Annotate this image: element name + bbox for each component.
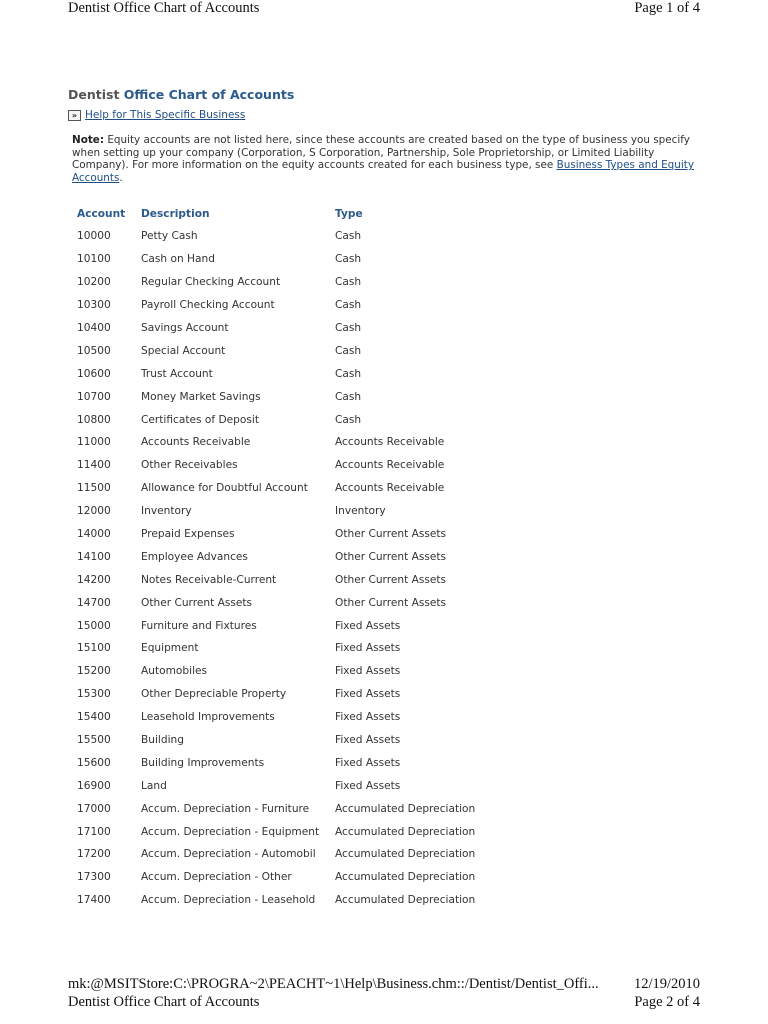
table-row <box>72 248 540 271</box>
account-cell: 15300 <box>77 688 111 701</box>
page-title <box>68 87 294 102</box>
type-cell: Accumulated Depreciation <box>335 871 476 884</box>
description-cell: Other Depreciable Property <box>141 688 287 701</box>
description-cell: Accum. Depreciation - Automobil <box>141 848 316 861</box>
account-cell: 10700 <box>77 390 111 403</box>
type-cell: Fixed Assets <box>335 711 401 724</box>
type-cell: Fixed Assets <box>335 665 401 678</box>
description-cell: Building Improvements <box>141 756 265 769</box>
account-cell: 17100 <box>77 825 111 838</box>
note-end: . <box>119 171 123 184</box>
print-footer-path: mk:@MSITStore:C:\PROGRA~2\PEACHT~1\Help\Business.chm::/Dentist/Dentist_Offi... <box>68 976 599 992</box>
table-row <box>72 637 540 660</box>
table-row <box>72 339 540 362</box>
type-cell: Cash <box>335 390 362 403</box>
print-footer-title: Dentist Office Chart of Accounts <box>68 994 260 1010</box>
table-row <box>72 408 540 431</box>
account-cell: 14700 <box>77 596 111 609</box>
type-cell: Accumulated Depreciation <box>335 802 476 815</box>
type-cell: Cash <box>335 230 362 243</box>
description-cell: Land <box>141 779 167 792</box>
table-row <box>72 545 540 568</box>
type-cell: Fixed Assets <box>335 619 401 632</box>
print-footer-page-number: Page 2 of 4 <box>634 994 700 1010</box>
account-cell: 17000 <box>77 802 111 815</box>
equity-note <box>72 134 702 184</box>
print-footer-date: 12/19/2010 <box>633 976 700 992</box>
table-row <box>72 660 540 683</box>
type-cell: Inventory <box>335 505 386 518</box>
print-header-title: Dentist Office Chart of Accounts <box>68 0 260 16</box>
account-cell: 14100 <box>77 550 111 563</box>
description-cell: Building <box>141 734 184 747</box>
business-types-link[interactable]: Business Types and Equity Accounts <box>72 159 694 184</box>
account-cell: 14000 <box>77 528 111 541</box>
table-row <box>72 774 540 797</box>
account-cell: 15400 <box>77 711 111 724</box>
description-cell: Savings Account <box>141 322 229 334</box>
type-cell: Fixed Assets <box>335 779 401 792</box>
account-cell: 15100 <box>77 642 111 655</box>
account-cell: 11500 <box>77 482 111 495</box>
description-cell: Accum. Depreciation - Leasehold <box>141 894 316 907</box>
note-text: Equity accounts are not listed here, since these accounts are created based on the type of business you specify when setting up your company (Corporation, S Corporation, Partnership, Sole Proprietorship, or Limited Liability Company). For more information on the equity accounts created for each business type, see <box>72 134 690 172</box>
type-cell: Accumulated Depreciation <box>335 894 476 907</box>
description-cell: Leasehold Improvements <box>141 711 275 724</box>
table-row <box>72 729 540 752</box>
table-row <box>72 317 540 340</box>
table-row <box>72 454 540 477</box>
type-cell: Other Current Assets <box>335 528 447 541</box>
description-cell: Inventory <box>141 505 192 518</box>
type-cell: Cash <box>335 367 362 380</box>
help-for-business-link[interactable]: Help for This Specific Business <box>85 109 246 121</box>
account-cell: 10300 <box>77 299 111 312</box>
account-cell: 17300 <box>77 871 111 884</box>
table-row <box>72 706 540 729</box>
column-header-account: Account <box>77 208 126 220</box>
account-cell: 17200 <box>77 848 111 861</box>
column-header-type: Type <box>335 208 363 220</box>
account-cell: 11400 <box>77 459 111 472</box>
table-row <box>72 225 540 248</box>
table-header-row <box>72 203 540 225</box>
account-cell: 14200 <box>77 573 111 586</box>
table-row <box>72 820 540 843</box>
type-cell: Cash <box>335 322 362 334</box>
account-cell: 15200 <box>77 665 111 678</box>
type-cell: Fixed Assets <box>335 688 401 701</box>
type-cell: Other Current Assets <box>335 573 447 586</box>
table-row <box>72 843 540 866</box>
account-cell: 10600 <box>77 367 111 380</box>
description-cell: Certificates of Deposit <box>141 413 259 426</box>
account-cell: 15000 <box>77 619 111 632</box>
type-cell: Other Current Assets <box>335 550 447 563</box>
account-cell: 17400 <box>77 894 111 907</box>
description-cell: Prepaid Expenses <box>141 528 235 541</box>
table-row <box>72 362 540 385</box>
description-cell: Regular Checking Account <box>141 276 281 289</box>
description-cell: Furniture and Fixtures <box>141 619 257 632</box>
table-row <box>72 477 540 500</box>
table-row <box>72 866 540 889</box>
type-cell: Cash <box>335 253 362 266</box>
print-header-page-number: Page 1 of 4 <box>634 0 700 16</box>
type-cell: Fixed Assets <box>335 734 401 747</box>
account-cell: 10400 <box>77 322 111 334</box>
account-cell: 10000 <box>77 230 111 243</box>
table-row <box>72 385 540 408</box>
table-row <box>72 797 540 820</box>
table-row <box>72 500 540 523</box>
account-cell: 15500 <box>77 734 111 747</box>
description-cell: Special Account <box>141 344 226 357</box>
description-cell: Notes Receivable-Current <box>141 573 277 586</box>
account-cell: 11000 <box>77 436 111 449</box>
account-cell: 10500 <box>77 344 111 357</box>
description-cell: Trust Account <box>141 367 213 380</box>
description-cell: Accounts Receivable <box>141 436 251 449</box>
double-arrow-icon: » <box>68 110 81 121</box>
table-row <box>72 568 540 591</box>
type-cell: Fixed Assets <box>335 756 401 769</box>
type-cell: Accounts Receivable <box>335 482 445 495</box>
account-cell: 15600 <box>77 756 111 769</box>
help-link-row[interactable] <box>68 109 245 121</box>
description-cell: Petty Cash <box>141 230 198 243</box>
type-cell: Accounts Receivable <box>335 459 445 472</box>
description-cell: Accum. Depreciation - Other <box>141 871 292 884</box>
type-cell: Cash <box>335 413 362 426</box>
type-cell: Accumulated Depreciation <box>335 848 476 861</box>
account-cell: 16900 <box>77 779 111 792</box>
page-title-part2: Office Chart of Accounts <box>123 87 295 102</box>
type-cell: Fixed Assets <box>335 642 401 655</box>
note-label: Note: <box>72 134 105 146</box>
table-row <box>72 889 540 912</box>
type-cell: Accounts Receivable <box>335 436 445 449</box>
type-cell: Cash <box>335 276 362 289</box>
type-cell: Other Current Assets <box>335 596 447 609</box>
description-cell: Automobiles <box>141 665 208 678</box>
type-cell: Cash <box>335 299 362 312</box>
type-cell: Accumulated Depreciation <box>335 825 476 838</box>
account-cell: 12000 <box>77 505 111 518</box>
description-cell: Accum. Depreciation - Equipment <box>141 825 320 838</box>
description-cell: Other Receivables <box>141 459 238 472</box>
account-cell: 10200 <box>77 276 111 289</box>
table-row <box>72 683 540 706</box>
description-cell: Employee Advances <box>141 550 248 563</box>
description-cell: Cash on Hand <box>141 253 215 266</box>
description-cell: Accum. Depreciation - Furniture <box>141 802 310 815</box>
table-row <box>72 591 540 614</box>
description-cell: Payroll Checking Account <box>141 299 275 312</box>
table-row <box>72 294 540 317</box>
table-row <box>72 751 540 774</box>
table-row <box>72 431 540 454</box>
table-row <box>72 523 540 546</box>
type-cell: Cash <box>335 344 362 357</box>
table-row <box>72 614 540 637</box>
account-cell: 10800 <box>77 413 111 426</box>
column-header-description: Description <box>141 208 210 220</box>
description-cell: Other Current Assets <box>141 596 253 609</box>
page-title-part1: Dentist <box>68 87 124 102</box>
accounts-table <box>72 203 540 912</box>
table-row <box>72 271 540 294</box>
description-cell: Allowance for Doubtful Account <box>141 482 308 495</box>
account-cell: 10100 <box>77 253 111 266</box>
description-cell: Money Market Savings <box>141 390 261 403</box>
description-cell: Equipment <box>141 642 199 655</box>
